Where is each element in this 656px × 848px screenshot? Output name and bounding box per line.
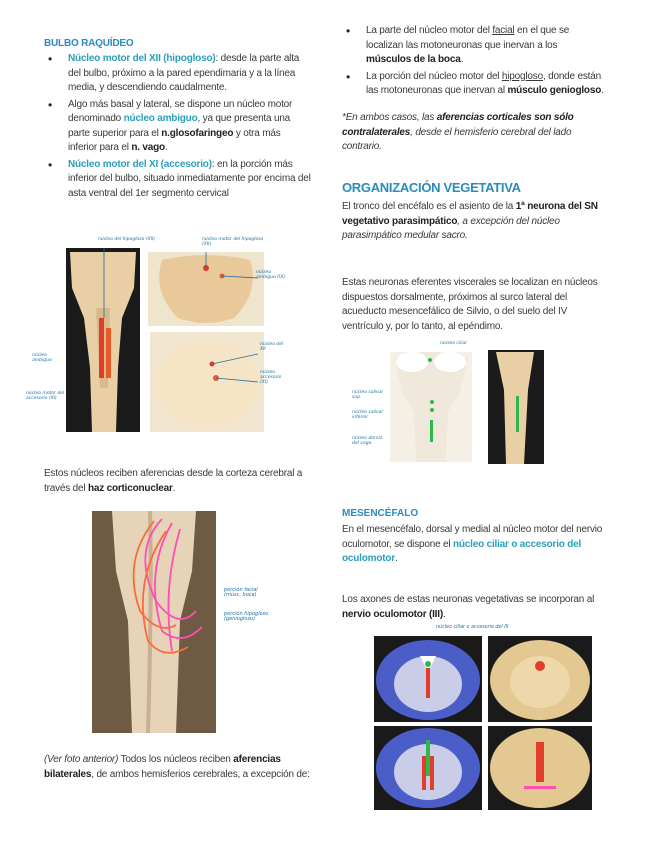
brainstem-dorsal-photo	[66, 248, 140, 432]
fig1-label-g: núcleo accesorio (XI)	[260, 370, 282, 385]
paragraph-bilateral: (Ver foto anterior) Todos los núcleos reciben aferencias bilaterales, de ambos hemisferios cerebrales, a excepción de:	[44, 754, 310, 780]
list-item: • Núcleo motor del XI (accesorio): en la porción más inferior del bulbo, situado inmediatamente por encima del asta ventral del 1er segmento cervical	[44, 158, 312, 202]
fig2-label-hipogloso: porción hipogloso (geniogloso)	[224, 611, 269, 622]
fig3-label-salival-inf: núcleo salival inferior	[352, 410, 383, 420]
brainstem-corticonuclear-photo	[92, 511, 216, 733]
fig1-label-b: núcleo ambiguo	[32, 353, 52, 363]
hypoglossal-nucleus-mark	[99, 318, 104, 378]
brainstem-vegetative-photo	[390, 352, 472, 462]
paragraph-corticonuclear: Estos núcleos reciben aferencias desde la corteza cerebral a través del haz corticonuclear.	[44, 468, 303, 494]
mesencephalon-section-1	[374, 636, 482, 722]
mesencephalon-section-3	[374, 726, 482, 810]
fig4-label: núcleo ciliar o accesorio del III	[436, 625, 509, 630]
fig3-label-vago: núcleo dorsal del vago	[352, 436, 383, 446]
fig1-label-c: núcleo motor del accesorio (XI)	[26, 391, 65, 401]
ambiguus-nucleus-mark	[106, 328, 111, 378]
list-item: • La porción del núcleo motor del hipogloso, donde están las motoneuronas que inervan al músculo geniogloso.	[342, 70, 604, 99]
paragraph-ciliar: En el mesencéfalo, dorsal y medial al núcleo motor del nervio oculomotor, se dispone el núcleo ciliar o accesorio del oculomotor.	[342, 524, 603, 564]
fig1-label-d: núcleo motor del hipogloso (XII)	[202, 237, 264, 247]
mesencephalon-section-4	[488, 726, 592, 810]
paragraph-parasimpatico: El tronco del encéfalo es el asiento de la 1ª neurona del SN vegetativo parasimpático, a excepción del núcleo parasimpático medular sacro.	[342, 201, 598, 241]
exceptions-bullet-list	[342, 24, 604, 101]
fig1-label-e: núcleo ambiguo (IX)	[256, 270, 286, 280]
fig1-label-f: núcleo del XII	[260, 342, 284, 352]
section-title-mesencefalo: MESENCÉFALO	[342, 508, 419, 519]
mesencephalon-section-2	[488, 636, 592, 722]
fig3-label-salival-sup: núcleo salival sup.	[352, 390, 383, 400]
list-item: • La parte del núcleo motor del facial en el que se localizan las motoneuronas que inervan a los músculos de la boca.	[342, 24, 604, 68]
list-item: • Núcleo motor del XII (hipogloso): desde la parte alta del bulbo, próximo a la pared ependimaria y a la línea media, y descendiendo caudalmente.	[44, 52, 312, 96]
fig2-label-facial: porción facial (músc. boca)	[224, 587, 258, 598]
brainstem-sagittal-photo	[488, 350, 544, 464]
fig3-label-ciliar: núcleo ciliar	[440, 341, 468, 346]
section-title-bulbo: BULBO RAQUÍDEO	[44, 38, 134, 49]
section-title-organizacion: ORGANIZACIÓN VEGETATIVA	[342, 180, 521, 195]
medulla-section-lower-photo	[150, 332, 264, 432]
paragraph-eferentes: Estas neuronas eferentes viscerales se localizan en núcleos dispuestos dorsalmente, próximos al surco lateral del acueducto mesencefálico de Silvio, o del suelo del IV ventrículo y, por lo tanto, al epéndimo.	[342, 277, 598, 332]
list-item: • Algo más basal y lateral, se dispone un núcleo motor denominado núcleo ambiguo, ya que presenta una parte superior para el n.glosofaringeo y otra más inferior para el n. vago.	[44, 98, 312, 156]
medulla-section-upper-photo	[148, 252, 264, 326]
bulbo-bullet-list	[44, 52, 312, 203]
paragraph-oculomotor: Los axones de estas neuronas vegetativas se incorporan al nervio oculomotor (III).	[342, 594, 595, 620]
fig1-label-a: núcleo del hipogloso (XII)	[98, 237, 156, 242]
note-contralateral: *En ambos casos, las aferencias corticales son sólo contralaterales, desde el hemisferio cerebral del lado contrario.	[342, 112, 574, 152]
